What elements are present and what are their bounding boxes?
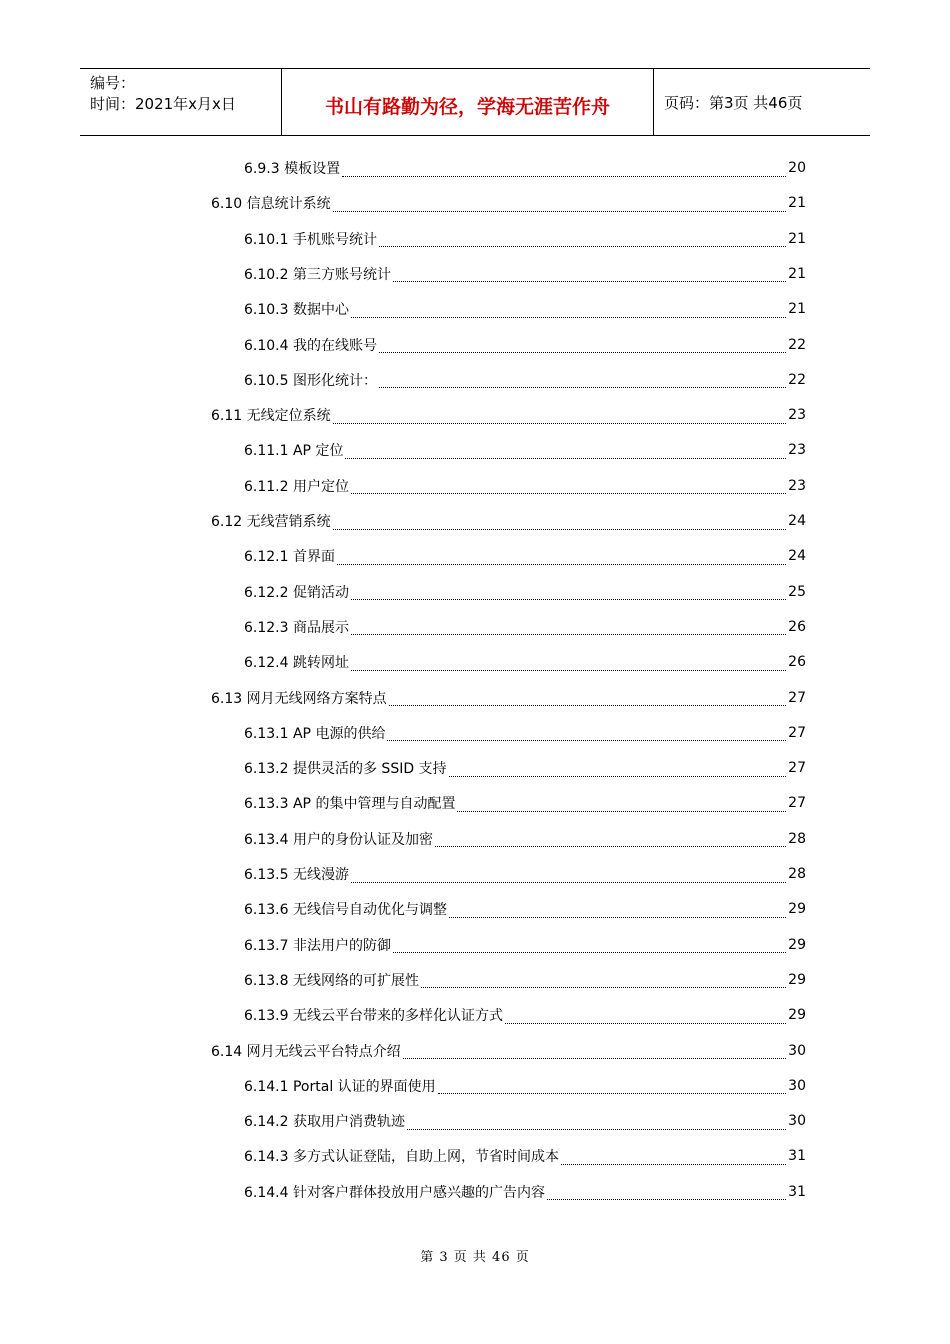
toc-dot-leader [421, 975, 786, 988]
toc-entry-page-number: 27 [788, 724, 806, 741]
header-meta [80, 69, 281, 135]
toc-entry-page-number: 27 [788, 760, 806, 777]
toc-entry-page-number: 28 [788, 830, 806, 847]
toc-dot-leader [351, 587, 786, 600]
page-footer: 第 3 页 共 46 页 [420, 1250, 530, 1265]
toc-entry-page-number: 21 [788, 265, 806, 282]
toc-entry-page-number: 27 [788, 689, 806, 706]
toc-entry-title: 6.13.3 AP 的集中管理与自动配置 [244, 796, 456, 813]
toc-entry-title: 6.13.6 无线信号自动优化与调整 [244, 902, 447, 919]
toc-entry-title: 6.13 网月无线网络方案特点 [211, 690, 387, 707]
toc-entry[interactable] [244, 294, 806, 324]
toc-dot-leader [379, 234, 786, 247]
toc-entry[interactable] [244, 259, 806, 289]
toc-dot-leader [389, 693, 787, 706]
toc-entry-page-number: 29 [788, 936, 806, 953]
toc-entry[interactable] [244, 965, 806, 995]
toc-dot-leader [393, 269, 786, 282]
toc-dot-leader [407, 1117, 786, 1130]
toc-dot-leader [351, 305, 786, 318]
toc-entry-title: 6.14.2 获取用户消费轨迹 [244, 1114, 405, 1131]
toc-entry-page-number: 30 [788, 1077, 806, 1094]
toc-entry-title: 6.12.3 商品展示 [244, 619, 349, 636]
toc-dot-leader [547, 1187, 786, 1200]
toc-entry[interactable] [244, 224, 806, 254]
document-number-label: 编号： [90, 74, 136, 92]
toc-entry-title: 6.10.5 图形化统计： [244, 372, 377, 389]
toc-entry-page-number: 21 [788, 301, 806, 318]
toc-entry[interactable] [244, 1106, 806, 1136]
toc-entry-title: 6.11.1 AP 定位 [244, 443, 344, 460]
toc-dot-leader [351, 658, 786, 671]
toc-entry-title: 6.11.2 用户定位 [244, 478, 349, 495]
toc-entry-title: 6.10.1 手机账号统计 [244, 231, 377, 248]
toc-entry[interactable] [244, 153, 806, 183]
toc-entry-title: 6.13.5 无线漫游 [244, 867, 349, 883]
toc-entry-title: 6.13.4 用户的身份认证及加密 [244, 831, 433, 848]
toc-entry[interactable] [244, 930, 806, 960]
toc-entry[interactable] [244, 894, 806, 924]
toc-entry-page-number: 30 [788, 1042, 806, 1059]
toc-entry-page-number: 22 [788, 336, 806, 353]
toc-entry[interactable] [244, 1177, 806, 1207]
toc-entry-title: 6.13.7 非法用户的防御 [244, 937, 391, 954]
toc-entry-title: 6.14.4 针对客户群体投放用户感兴趣的广告内容 [244, 1184, 545, 1201]
toc-dot-leader [393, 940, 786, 953]
toc-entry-page-number: 26 [788, 654, 806, 671]
toc-dot-leader [333, 517, 787, 530]
toc-dot-leader [449, 764, 787, 777]
toc-entry[interactable] [244, 612, 806, 642]
toc-entry[interactable] [244, 471, 806, 501]
toc-entry[interactable] [244, 647, 806, 677]
toc-entry-title: 6.13.8 无线网络的可扩展性 [244, 972, 419, 989]
header-motto: 书山有路勤为径，学海无涯苦作舟 [281, 69, 654, 135]
toc-entry[interactable] [244, 859, 806, 889]
toc-dot-leader [351, 622, 786, 635]
toc-dot-leader [337, 552, 786, 565]
header-page-info: 页码：第3页 共46页 [664, 93, 803, 112]
toc-entry-title: 6.10.2 第三方账号统计 [244, 266, 391, 283]
toc-entry-title: 6.9.3 模板设置 [244, 161, 341, 177]
toc-entry[interactable] [211, 400, 806, 430]
toc-entry[interactable] [244, 330, 806, 360]
toc-entry-page-number: 24 [788, 548, 806, 565]
toc-entry-page-number: 30 [788, 1113, 806, 1130]
toc-entry[interactable] [244, 577, 806, 607]
toc-entry-page-number: 27 [788, 795, 806, 812]
toc-dot-leader [333, 199, 787, 212]
toc-entry-page-number: 29 [788, 901, 806, 918]
toc-dot-leader [387, 728, 786, 741]
toc-dot-leader [333, 411, 787, 424]
toc-entry-title: 6.14.3 多方式认证登陆，自助上网，节省时间成本 [244, 1149, 559, 1166]
toc-entry-title: 6.10 信息统计系统 [211, 196, 331, 213]
toc-entry[interactable] [211, 683, 806, 713]
toc-entry-title: 6.13.9 无线云平台带来的多样化认证方式 [244, 1008, 503, 1025]
toc-entry[interactable] [244, 1071, 806, 1101]
toc-entry-page-number: 24 [788, 513, 806, 529]
toc-entry[interactable] [211, 506, 806, 536]
toc-entry-title: 6.13.2 提供灵活的多 SSID 支持 [244, 761, 447, 778]
toc-entry[interactable] [211, 188, 806, 218]
toc-entry[interactable] [244, 1141, 806, 1171]
toc-dot-leader [351, 870, 786, 883]
toc-entry[interactable] [211, 1036, 806, 1066]
toc-entry[interactable] [244, 753, 806, 783]
toc-entry[interactable] [244, 824, 806, 854]
toc-entry-title: 6.14 网月无线云平台特点介绍 [211, 1043, 401, 1060]
toc-entry-page-number: 23 [788, 407, 806, 424]
toc-entry-title: 6.13.1 AP 电源的供给 [244, 725, 386, 742]
toc-dot-leader [449, 905, 786, 918]
toc-entry[interactable] [244, 788, 806, 818]
toc-dot-leader [342, 164, 786, 177]
toc-entry-title: 6.10.3 数据中心 [244, 302, 349, 319]
toc-entry-title: 6.10.4 我的在线账号 [244, 337, 377, 354]
toc-entry-page-number: 23 [788, 477, 806, 494]
toc-dot-leader [457, 799, 786, 812]
toc-entry[interactable] [244, 435, 806, 465]
toc-entry-page-number: 25 [788, 583, 806, 600]
toc-dot-leader [379, 340, 786, 353]
toc-entry-page-number: 21 [788, 195, 806, 212]
toc-entry-title: 6.12.4 跳转网址 [244, 655, 349, 672]
toc-entry[interactable] [244, 541, 806, 571]
page-header [80, 68, 870, 136]
toc-dot-leader [438, 1081, 787, 1094]
toc-entry[interactable] [244, 1000, 806, 1030]
toc-entry[interactable] [244, 365, 806, 395]
toc-dot-leader [505, 1011, 786, 1024]
toc-dot-leader [403, 1046, 787, 1059]
toc-entry-page-number: 23 [788, 442, 806, 459]
toc-entry-title: 6.11 无线定位系统 [211, 408, 331, 425]
toc-dot-leader [561, 1152, 786, 1165]
toc-entry-page-number: 21 [788, 230, 806, 247]
toc-entry-title: 6.12 无线营销系统 [211, 514, 331, 530]
toc-entry-page-number: 26 [788, 618, 806, 635]
toc-entry-page-number: 29 [788, 971, 806, 988]
toc-dot-leader [351, 481, 786, 494]
toc-entry-page-number: 31 [788, 1148, 806, 1165]
toc-entry[interactable] [244, 718, 806, 748]
toc-entry-page-number: 28 [788, 866, 806, 882]
toc-entry-title: 6.12.2 促销活动 [244, 584, 349, 601]
toc-entry-title: 6.12.1 首界面 [244, 549, 335, 566]
toc-dot-leader [345, 446, 786, 459]
toc-entry-page-number: 22 [788, 371, 806, 388]
toc-entry-page-number: 20 [788, 160, 806, 176]
toc-dot-leader [379, 375, 786, 388]
toc-entry-page-number: 31 [788, 1183, 806, 1200]
document-time-label: 时间：2021年x月x日 [90, 95, 236, 113]
toc-dot-leader [435, 834, 786, 847]
toc-entry-page-number: 29 [788, 1007, 806, 1024]
toc-entry-title: 6.14.1 Portal 认证的界面使用 [244, 1078, 436, 1095]
